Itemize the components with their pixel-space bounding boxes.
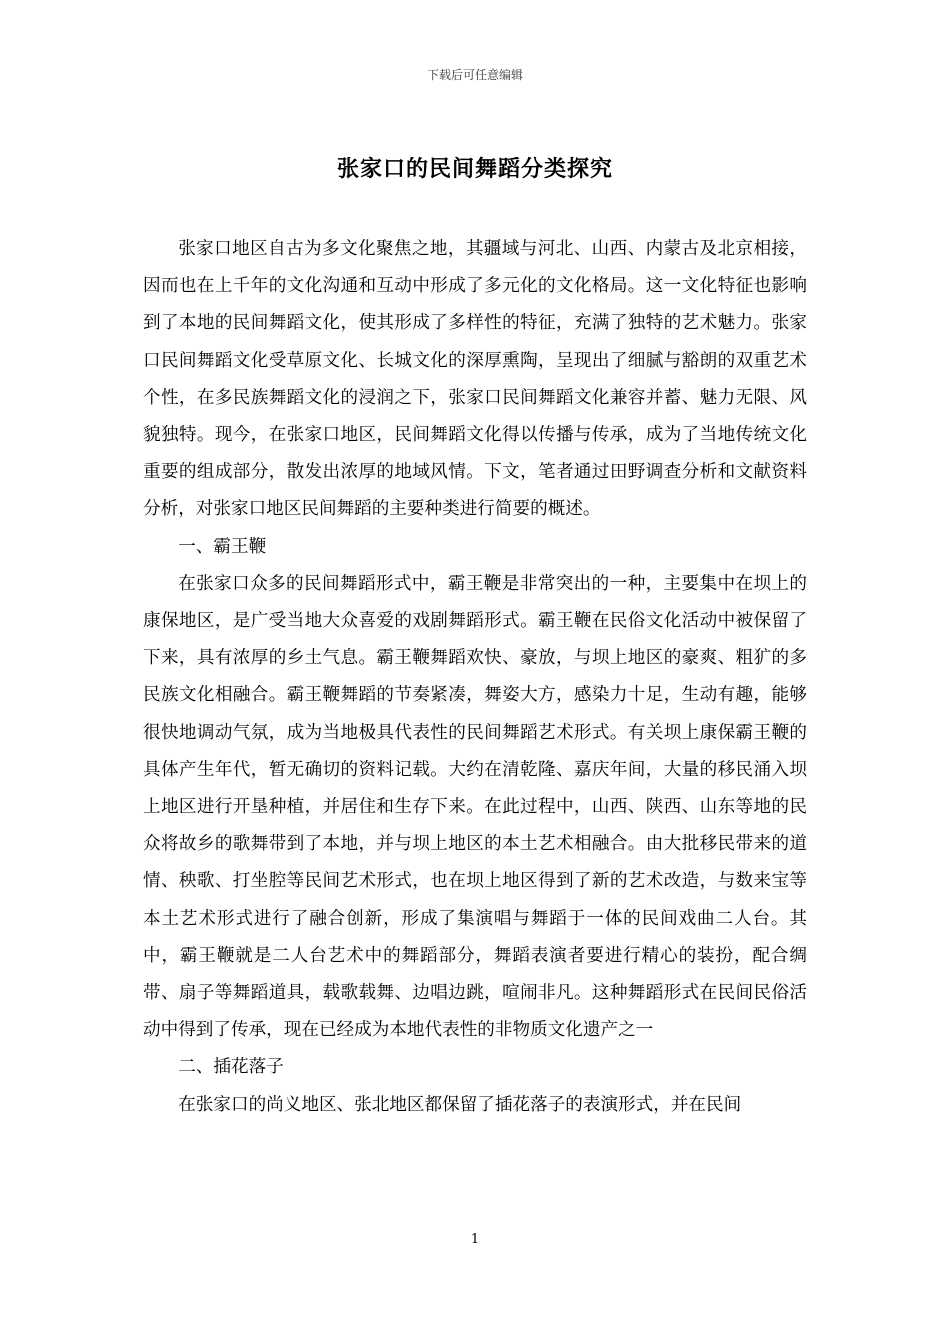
- section-heading-chahualuozi: 二、插花落子: [178, 1057, 284, 1078]
- section-heading-bawangbian: 一、霸王鞭: [178, 536, 267, 557]
- intro-paragraph: 张家口地区自古为多文化聚焦之地，其疆域与河北、山西、内蒙古及北京相接，因而也在上千年的文化沟通和互动中形成了多元化的文化格局。这一文化特征也影响到了本地的民间舞蹈文化，使其形成了多样性的特征，充满了独特的艺术魅力。张家口民间舞蹈文化受草原文化、长城文化的深厚熏陶，呈现出了细腻与豁朗的双重艺术个性，在多民族舞蹈文化的浸润之下，张家口民间舞蹈文化兼容并蓄、魅力无限、风貌独特。现今，在张家口地区，民间舞蹈文化得以传播与传承，成为了当地传统文化重要的组成部分，散发出浓厚的地域风情。下文，笔者通过田野调查分析和文献资料分析，对张家口地区民间舞蹈的主要种类进行简要的概述。: [143, 239, 807, 520]
- chahualuozi-paragraph: 在张家口的尚义地区、张北地区都保留了插花落子的表演形式，并在民间: [178, 1094, 742, 1115]
- page-title: 张家口的民间舞蹈分类探究: [336, 157, 613, 182]
- page-number: 1: [470, 1232, 480, 1247]
- bawangbian-paragraph: 在张家口众多的民间舞蹈形式中，霸王鞭是非常突出的一种，主要集中在坝上的康保地区，是广受当地大众喜爱的戏剧舞蹈形式。霸王鞭在民俗文化活动中被保留了下来，具有浓厚的乡土气息。霸王鞭舞蹈欢快、豪放，与坝上地区的豪爽、粗犷的多民族文化相融合。霸王鞭舞蹈的节奏紧凑，舞姿大方，感染力十足，生动有趣，能够很快地调动气氛，成为当地极具代表性的民间舞蹈艺术形式。有关坝上康保霸王鞭的具体产生年代，暂无确切的资料记载。大约在清乾隆、嘉庆年间，大量的移民涌入坝上地区进行开垦种植，并居住和生存下来。在此过程中，山西、陕西、山东等地的民众将故乡的歌舞带到了本地，并与坝上地区的本土艺术相融合。由大批移民带来的道情、秧歌、打坐腔等民间艺术形式，也在坝上地区得到了新的艺术改造，与数来宝等本土艺术形式进行了融合创新，形成了集演唱与舞蹈于一体的民间戏曲二人台。其中，霸王鞭就是二人台艺术中的舞蹈部分，舞蹈表演者要进行精心的装扮，配合绸带、扇子等舞蹈道具，载歌载舞、边唱边跳，喧闹非凡。这种舞蹈形式在民间民俗活动中得到了传承，现在已经成为本地代表性的非物质文化遗产之一: [143, 573, 807, 1041]
- document-body: [143, 231, 807, 1124]
- header-note: 下载后可任意编辑: [426, 68, 523, 82]
